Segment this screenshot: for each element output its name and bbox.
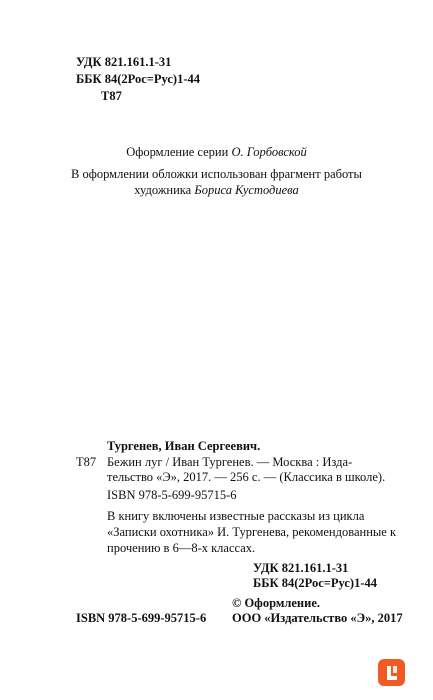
catalog-description-line2: тельство «Э», 2017. — 256 с. — (Классика в школе). (107, 470, 386, 484)
series-design-credit (0, 146, 433, 159)
udk-header: УДК 821.161.1-31 (76, 55, 172, 69)
cover-note-label: художника (134, 183, 195, 197)
labirint-logo-glyph (383, 664, 401, 682)
catalog-description-line1: Бежин луг / Иван Тургенев. — Москва : Изда- (107, 455, 353, 469)
copyright-line1: © Оформление. (232, 596, 321, 610)
catalog-author-code: Т87 (76, 455, 97, 469)
labirint-logo-icon (378, 659, 405, 686)
catalog-isbn: ISBN 978-5-699-95715-6 (107, 488, 237, 502)
cover-note-line1: В оформлении обложки использован фрагмент работы (71, 167, 362, 181)
footer-isbn: ISBN 978-5-699-95715-6 (76, 611, 207, 625)
copyright-line2: ООО «Издательство «Э», 2017 (232, 611, 403, 625)
catalog-annotation-line1: В книгу включены известные рассказы из цикла (107, 509, 365, 523)
bbk-header: ББК 84(2Рос=Рус)1-44 (76, 72, 200, 86)
catalog-annotation-line2: «Записки охотника» И. Тургенева, рекомендованные к (107, 525, 397, 539)
author-code-header: Т87 (101, 89, 122, 103)
series-designer-name: О. Горбовской (231, 145, 307, 159)
catalog-udk: УДК 821.161.1-31 (253, 561, 349, 575)
catalog-author-heading: Тургенев, Иван Сергеевич. (107, 439, 261, 453)
cover-artist-name: Бориса Кустодиева (194, 183, 299, 197)
series-design-label: Оформление серии (126, 145, 232, 159)
cover-note-line2 (0, 184, 433, 197)
catalog-annotation-line3: прочению в 6—8-х классах. (107, 541, 256, 555)
catalog-bbk: ББК 84(2Рос=Рус)1-44 (253, 576, 377, 590)
